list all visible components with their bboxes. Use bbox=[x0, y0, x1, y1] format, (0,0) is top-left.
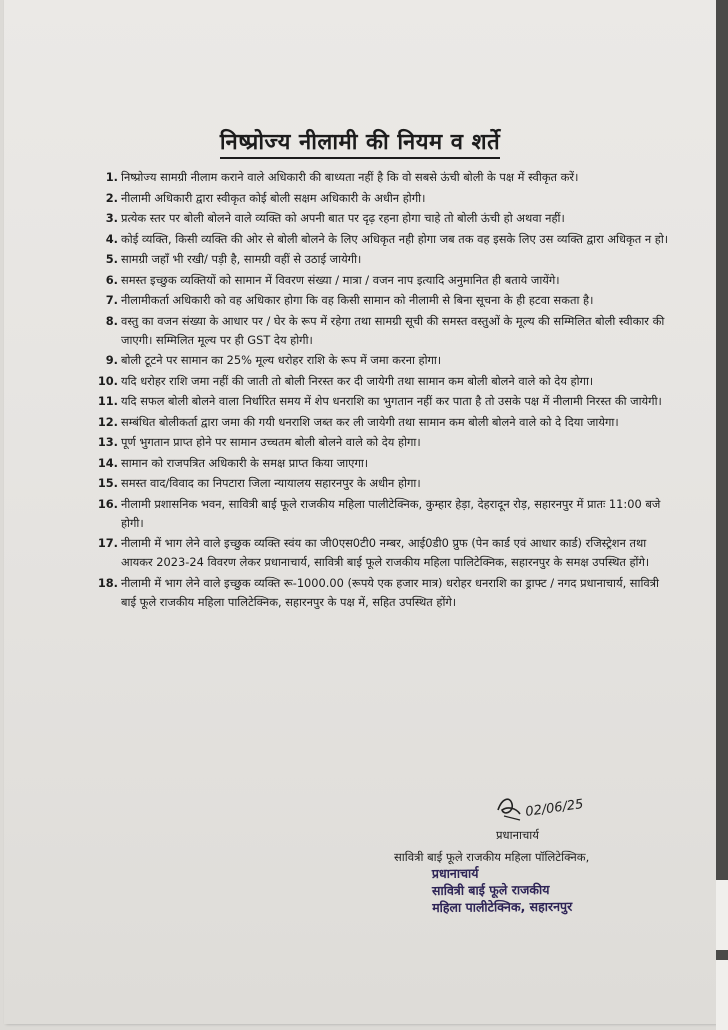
signatory-designation: प्रधानाचार्य bbox=[496, 828, 539, 842]
rule-text: समस्त वाद/विवाद का निपटारा जिला न्यायालय सहारनपुर के अधीन होगा। bbox=[121, 476, 421, 490]
rule-text: नीलामी अधिकारी द्वारा स्वीकृत कोई बोली सक्षम अधिकारी के अधीन होगी। bbox=[121, 190, 426, 205]
rule-number: 14. bbox=[97, 455, 118, 470]
rule-item bbox=[97, 574, 672, 612]
rule-number: 8. bbox=[105, 313, 118, 328]
rule-item bbox=[97, 495, 672, 533]
rule-text: नीलामी प्रशासनिक भवन, सावित्री बाई फूले राजकीय महिला पालीटेक्निक, कुम्हार हेड़ा, देहरादून रोड़, सहारनपुर में प्रातः 11:00 बजे होगी। bbox=[121, 496, 661, 530]
rule-item bbox=[105, 291, 672, 310]
rule-number: 16. bbox=[97, 496, 118, 511]
rule-item bbox=[105, 250, 672, 269]
rule-number: 12. bbox=[97, 414, 118, 429]
rule-number: 15. bbox=[97, 476, 118, 490]
rule-text: बोली टूटने पर सामान का 25% मूल्य धरोहर राशि के रूप में जमा करना होगा। bbox=[121, 353, 442, 367]
document-title: निष्प्रोज्य नीलामी की नियम व शर्ते bbox=[4, 126, 716, 156]
rule-item bbox=[97, 372, 672, 391]
rule-item bbox=[97, 454, 672, 473]
rule-item bbox=[105, 189, 672, 208]
rule-number: 17. bbox=[97, 536, 118, 550]
rule-number: 7. bbox=[105, 293, 118, 307]
rule-text: सामान को राजपत्रित अधिकारी के समक्ष प्राप्त किया जाएगा। bbox=[121, 455, 369, 470]
rule-item bbox=[97, 392, 672, 411]
rule-item bbox=[105, 209, 672, 228]
rule-text: नीलामीकर्ता अधिकारी को वह अधिकार होगा कि वह किसी सामान को नीलामी से बिना सूचना के ही हटवा सकता है। bbox=[121, 293, 594, 307]
rule-text: प्रत्येक स्तर पर बोली बोलने वाले व्यक्ति को अपनी बात पर दृढ़ रहना होगा चाहे तो बोली ऊंची हो अथवा नहीं। bbox=[121, 211, 565, 225]
rule-number: 4. bbox=[105, 231, 118, 246]
rule-number: 2. bbox=[105, 190, 118, 205]
rule-number: 11. bbox=[97, 394, 118, 408]
rule-text: नीलामी में भाग लेने वाले इच्छुक व्यक्ति स्वंय का जी0एस0टी0 नम्बर, आई0डी0 प्रुफ (पेन कार्ड एवं आधार कार्ड) रजिस्ट्रेशन तथा आयकर 2023-24 विवरण लेकर प्रधानाचार्य, सावित्री बाई फूले राजकीय महिला पालिटेक्निक, सहारनपुर के समक्ष उपस्थित होंगे। bbox=[121, 536, 650, 569]
rule-text: पूर्ण भुगतान प्राप्त होने पर सामान उच्चतम बोली बोलने वाले को देय होगा। bbox=[121, 435, 421, 449]
rule-text: नीलामी में भाग लेने वाले इच्छुक व्यक्ति रू-1000.00 (रूपये एक हजार मात्र) धरोहर धनराशि का ड्राफ्ट / नगद प्रधानाचार्य, सावित्री बाई फूले राजकीय महिला पालिटेक्निक, सहारनपुर के पक्ष में, सहित उपस्थित होंगे। bbox=[121, 575, 659, 609]
stamp-line: महिला पालीटेक्निक, सहारनपुर bbox=[432, 898, 573, 915]
stamp-line: प्रधानाचार्य bbox=[431, 865, 479, 881]
rule-number: 10. bbox=[97, 373, 118, 388]
rule-item bbox=[105, 312, 672, 350]
rule-text: निष्प्रोज्य सामग्री नीलाम कराने वाले अधिकारी की बाध्यता नहीं है कि वो सबसे ऊंची बोली के पक्ष में स्वीकृत करें। bbox=[121, 170, 579, 184]
stamp-line: सावित्री बाई फूले राजकीय bbox=[431, 881, 550, 898]
rule-number: 1. bbox=[105, 170, 118, 184]
official-stamp bbox=[432, 863, 652, 916]
rule-text: सम्बंधित बोलीकर्ता द्वारा जमा की गयी धनराशि जब्त कर ली जायेगी तथा सामान कम बोली बोलने वाले को दे दिया जायेगा। bbox=[121, 414, 619, 429]
rule-item bbox=[97, 474, 672, 493]
edge-paper-fragment bbox=[716, 960, 728, 1030]
rule-item bbox=[97, 413, 672, 432]
signatory-institution: सावित्री बाई फूले राजकीय महिला पॉलिटेक्निक, bbox=[394, 850, 590, 864]
document-page bbox=[4, 0, 716, 1024]
rule-number: 13. bbox=[97, 435, 118, 449]
rule-number: 5. bbox=[105, 252, 118, 266]
rule-text: यदि धरोहर राशि जमा नहीं की जाती तो बोली निरस्त कर दी जायेगी तथा सामान कम बोली बोलने वाले को देय होगा। bbox=[121, 373, 594, 388]
rule-item bbox=[97, 433, 672, 452]
rule-text: कोई व्यक्ति, किसी व्यक्ति की ओर से बोली बोलने के लिए अधिकृत नही होगा जब तक वह इसके लिए उस व्यक्ति द्वारा अधिकृत न हो। bbox=[121, 231, 669, 246]
rule-item bbox=[105, 351, 672, 370]
page-edge-shadow bbox=[716, 0, 728, 1024]
edge-paper-fragment bbox=[716, 880, 728, 950]
rule-number: 3. bbox=[105, 211, 118, 225]
rule-item bbox=[97, 534, 672, 572]
rule-number: 18. bbox=[97, 575, 118, 590]
rule-item bbox=[105, 230, 672, 249]
rule-number: 9. bbox=[105, 353, 118, 367]
handwritten-signature bbox=[490, 790, 610, 828]
rule-text: वस्तु का वजन संख्या के आधार पर / घेर के रूप में रहेगा तथा सामग्री सूची की समस्त वस्तुओं के मूल्य की सम्मिलित बोली स्वीकार की जाएगी। सम्मिलित मूल्य पर ही GST देय होगी। bbox=[121, 313, 665, 347]
rule-text: सामग्री जहाँ भी रखी/ पड़ी है, सामग्री वहीं से उठाई जायेगी। bbox=[121, 252, 362, 266]
rule-item bbox=[105, 271, 672, 290]
rule-item bbox=[105, 168, 672, 187]
rule-text: समस्त इच्छुक व्यक्तियों को सामान में विवरण संख्या / मात्रा / वजन नाप इत्यादि अनुमानित ही बताये जायेंगे। bbox=[121, 272, 560, 287]
signature-date: 02/06/25 bbox=[524, 796, 585, 820]
rule-number: 6. bbox=[105, 272, 118, 287]
rules-list bbox=[97, 168, 672, 613]
rule-text: यदि सफल बोली बोलने वाला निर्धारित समय में शेप धनराशि का भुगतान नहीं कर पाता है तो उसके पक्ष में नीलामी निरस्त की जायेगी। bbox=[121, 394, 662, 408]
